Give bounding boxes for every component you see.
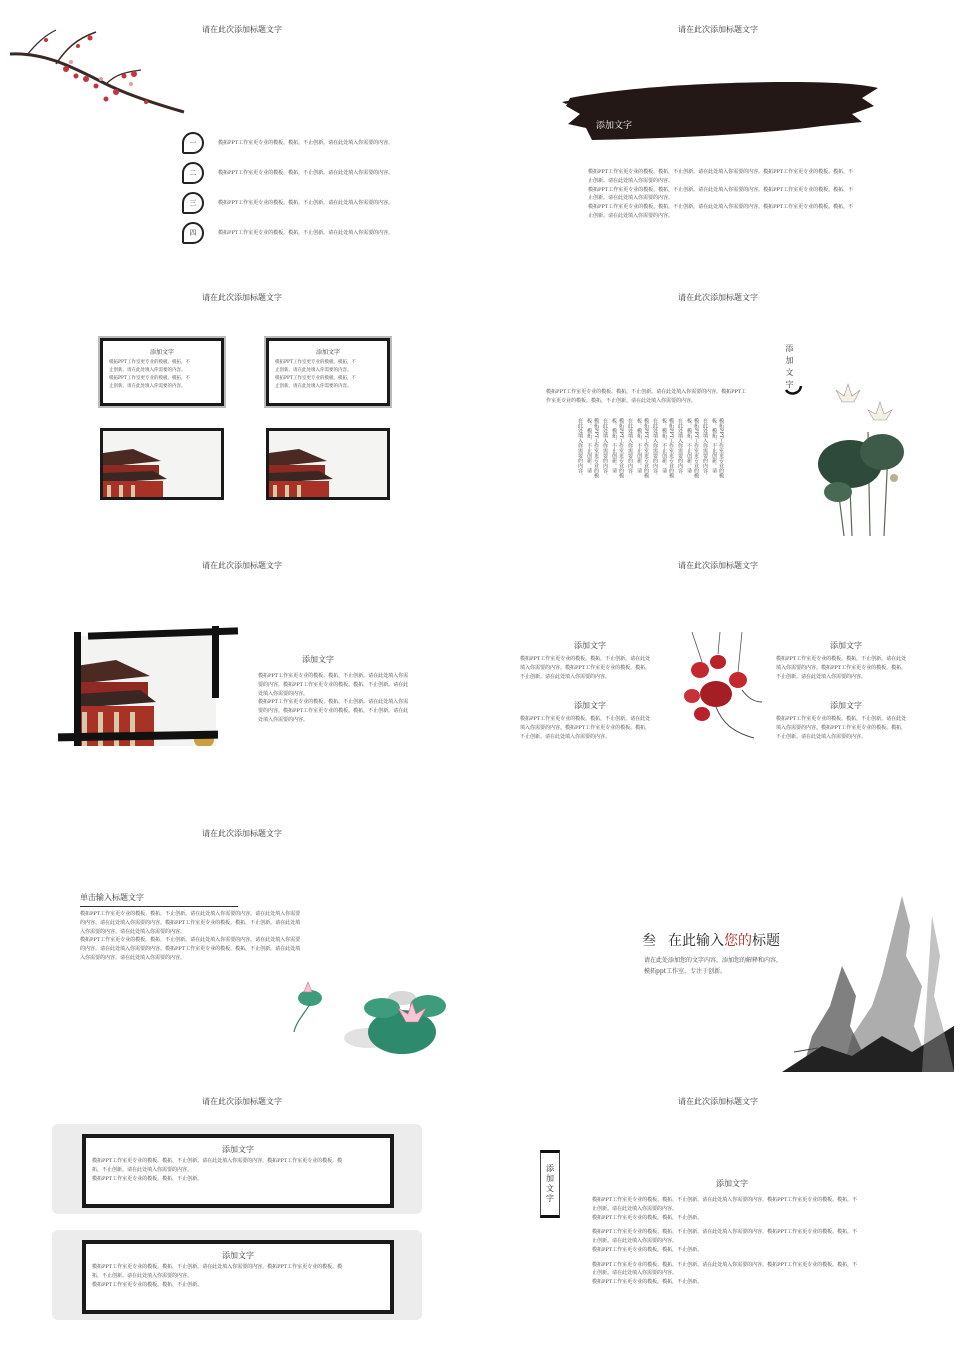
vertical-text-columns [576, 418, 724, 484]
box-line: 拓，不止创新。请在此处填入你需要的内容。 [92, 1166, 193, 1173]
slide-title: 请在此次添加标题文字 [202, 829, 282, 838]
slide-4[interactable] [482, 274, 954, 536]
block-line: 填入你需要的内容。模拓PPT工作室更专业的模板。模拓， [520, 724, 651, 731]
section-number: 叁 [642, 933, 656, 949]
vertical-title: 添加文字 [545, 1164, 555, 1204]
ink-stroke-left [74, 632, 81, 746]
para2-line: 止创新。请在此处填入你需要的内容。 [592, 1238, 678, 1244]
heading-underline [80, 906, 238, 907]
ink-circle-accent [782, 374, 804, 396]
slide-title: 请在此次添加标题文字 [202, 561, 282, 570]
vertical-column: 在此处填入你需要的内容。 [677, 418, 683, 478]
vertical-column: 模拓PPT工作室更专业的模板。模拓，不止创新。请 [686, 418, 699, 479]
para1-line: 模拓PPT工作室更专业的模板。模拓，不止创新。请在此处填入你需要的内容。模拓PPT工作室更专业的模板。模拓，不 [592, 1197, 858, 1203]
slide-title: 请在此次添加标题文字 [678, 561, 758, 570]
block-heading: 添加文字 [574, 701, 606, 710]
para1-line: 模拓PPT工作室更专业的模板。模拓，不止创新。 [592, 1214, 703, 1221]
frame-heading: 添加文字 [315, 349, 340, 356]
slide-title: 请在此次添加标题文字 [202, 1097, 282, 1106]
ink-frame-box-1 [82, 1134, 394, 1208]
vertical-column: 在此处填入你需要的内容。 [602, 418, 608, 478]
section-heading: 单击输入标题文字 [80, 893, 144, 902]
para3-line: 止创新。请在此处填入你需要的内容。 [592, 1270, 678, 1277]
block-heading: 添加文字 [574, 641, 606, 650]
para3-line: 模拓PPT工作室更专业的模板。模拓，不止创新。请在此处填入你需要的内容。模拓PPT工作室更专业的模板。模拓，不 [592, 1261, 858, 1268]
body-line: 模拓PPT工作室更专业的模板。模拓，不止创新。请在此处填入你需要的内容。请在此处填入你需要 [80, 911, 301, 917]
body-line: 要的内容。模拓PPT工作室更专业的模板。模拓，不止创新。请在此 [258, 681, 409, 688]
body-line: 的内容。请在此处填入你需要的内容。模拓PPT工作室更专业的模板。模拓，不止创新。请在此处填 [80, 919, 301, 926]
block-line: 不止创新。请在此处填入你需要的内容。 [776, 733, 867, 740]
block-line: 不止创新。请在此处填入你需要的内容。 [776, 673, 867, 680]
box-heading: 添加文字 [222, 1251, 254, 1260]
body-line: 处填入你需要的内容。 [258, 690, 309, 697]
section-heading: 添加文字 [716, 1179, 748, 1188]
body-line-4: 止创新。请在此处填入你需要的内容。 [588, 195, 674, 202]
body-line-5: 模拓PPT工作室更专业的模板。模拓，不止创新。请在此处填入你需要的内容。模拓PPT工作室更专业的模板。模拓，不 [588, 204, 854, 210]
box-line: 模拓PPT工作室更专业的模板。模拓，不止创新。 [92, 1175, 203, 1182]
slide-title: 请在此次添加标题文字 [202, 25, 282, 34]
body-line-1: 模拓PPT工作室更专业的模板。模拓，不止创新。请在此处填入你需要的内容。模拓PPT工作室更专业的模板。模拓，不 [588, 169, 854, 175]
vertical-heading: 添加文字 [785, 344, 794, 392]
text-frame-2 [266, 338, 390, 406]
slide-10[interactable] [482, 1078, 954, 1340]
title-part-2: 标题 [752, 933, 780, 949]
block-line: 不止创新。请在此处填入你需要的内容。 [520, 733, 611, 740]
frame-line: 模拓PPT工作室更专业的模板。模拓，不 [275, 360, 357, 365]
list-item-text-1: 模拓PPT工作室更专业的模板。模拓，不止创新。请在此处填入你需要的内容。 [218, 139, 394, 146]
vertical-column: 模拓PPT工作室更专业的模板。模拓，不止创新。请 [611, 418, 624, 479]
temple-roof-image [103, 431, 221, 497]
title-part-1: 在此输入 [668, 933, 724, 949]
lotus-painting-image [808, 382, 928, 536]
vertical-column: 模拓PPT工作室更专业的模板。模拓，不止创新。请 [636, 418, 649, 479]
block-line: 模拓PPT工作室更专业的模板。模拓，不止创新。请在此处 [776, 656, 907, 662]
vertical-column: 在此处填入你需要的内容。 [652, 418, 658, 478]
slide-3[interactable] [6, 274, 478, 536]
temple-roof-image [76, 636, 216, 746]
list-item-text-2: 模拓PPT工作室更专业的模板。模拓，不止创新。请在此处填入你需要的内容。 [218, 169, 394, 176]
frame-line: 模拓PPT工作室更专业的模板。模拓，不 [109, 360, 191, 365]
box-line: 模拓PPT工作室更专业的模板。模拓，不止创新。请在此处填入你需要的内容。模拓PPT工作室更专业的模板。模 [92, 1158, 343, 1164]
number-badge-3: 三 [182, 192, 204, 214]
temple-photo-frame-2 [266, 428, 390, 500]
number-badge-2: 二 [182, 162, 204, 184]
para2-line: 模拓PPT工作室更专业的模板。模拓，不止创新。 [592, 1246, 703, 1253]
slide-5[interactable] [6, 542, 478, 804]
slide-title: 请在此次添加标题文字 [202, 293, 282, 302]
vertical-column: 在此处填入你需要的内容。 [702, 418, 708, 478]
subtitle-line-2: 模拓ppt工作室，专注于创新。 [644, 967, 727, 975]
frame-line: 止创新。请在此处填入你需要的内容。 [109, 383, 186, 389]
red-lanterns-image [672, 632, 768, 742]
ink-brush-stroke-banner [562, 74, 882, 146]
intro-line-2: 作室更专业的模板。模拓，不止创新。请在此处填入你需要的内容。 [546, 397, 697, 404]
list-item-text-3: 模拓PPT工作室更专业的模板。模拓，不止创新。请在此处填入你需要的内容。 [218, 199, 394, 206]
subtitle-line-1: 请在此处添加您的文字内容，添加您的解释和内容， [644, 957, 783, 964]
temple-photo [76, 636, 216, 746]
block-line: 模拓PPT工作室更专业的模板。模拓，不止创新。请在此处 [520, 656, 651, 662]
ink-mountain-landscape-image [782, 876, 954, 1072]
block-line: 填入你需要的内容。模拓PPT工作室更专业的模板。模拓， [776, 664, 907, 671]
frame-line: 止创新。请在此处填入你需要的内容。 [275, 367, 352, 373]
frame-line: 模拓PPT工作室更专业的模板。模拓，不 [275, 375, 357, 381]
body-line-6: 止创新。请在此处填入你需要的内容。 [588, 212, 674, 219]
temple-photo-frame-1 [100, 428, 224, 500]
banner-heading: 添加文字 [596, 121, 633, 131]
body-line: 处填入你需要的内容。 [258, 716, 309, 723]
plum-blossom-branch-image [6, 24, 196, 114]
list-item-text-4: 模拓PPT工作室更专业的模板。模拓，不止创新。请在此处填入你需要的内容。 [218, 229, 394, 236]
vertical-column: 模拓PPT工作室更专业的模板。模拓，不止创新。请 [711, 418, 724, 479]
lotus-pond-image [282, 978, 452, 1072]
vertical-column: 在此处填入你需要的内容。 [627, 418, 633, 478]
title-accent: 您的 [724, 933, 752, 949]
frame-line: 模拓PPT工作室更专业的模板。模拓，不 [109, 375, 191, 381]
vertical-column: 模拓PPT工作室更专业的模板。模拓，不止创新。请 [661, 418, 674, 479]
body-line: 要的内容。模拓PPT工作室更专业的模板。模拓，不止创新。请在此 [258, 708, 409, 714]
block-line: 模拓PPT工作室更专业的模板。模拓，不止创新。请在此处 [776, 716, 907, 722]
body-line: 的内容。请在此处填入你需要的内容。模拓PPT工作室更专业的模板。模拓，不止创新。请在此处填 [80, 946, 301, 952]
number-badge-1: 一 [182, 132, 204, 154]
frame-line: 止创新。请在此处填入你需要的内容。 [275, 383, 352, 389]
block-line: 不止创新。请在此处填入你需要的内容。 [520, 673, 611, 680]
body-line: 入你需要的内容。请在此处填入你需要的内容。 [80, 954, 186, 961]
number-badge-4: 四 [182, 222, 204, 244]
body-line: 模拓PPT工作室更专业的模板。模拓，不止创新。请在此处填入你需要的内容。请在此处填入你需要 [80, 937, 301, 944]
frame-line: 止创新。请在此处填入你需要的内容。 [109, 367, 186, 373]
body-line: 入你需要的内容。请在此处填入你需要的内容。 [80, 928, 186, 935]
ink-stroke-right [212, 626, 219, 698]
slide-9[interactable] [6, 1078, 478, 1340]
box-line: 模拓PPT工作室更专业的模板。模拓，不止创新。 [92, 1281, 203, 1288]
body-line-3: 模拓PPT工作室更专业的模板。模拓，不止创新。请在此处填入你需要的内容。模拓PPT工作室更专业的模板。模拓，不 [588, 186, 854, 193]
text-frame-1 [100, 338, 224, 406]
slide-2[interactable] [482, 6, 954, 268]
block-line: 填入你需要的内容。模拓PPT工作室更专业的模板。模拓， [776, 724, 907, 731]
box-line: 拓，不止创新。请在此处填入你需要的内容。 [92, 1272, 193, 1279]
block-heading: 添加文字 [830, 701, 862, 710]
para2-line: 模拓PPT工作室更专业的模板。模拓，不止创新。请在此处填入你需要的内容。模拓PPT工作室更专业的模板。模拓，不 [592, 1229, 858, 1236]
frame-heading: 添加文字 [149, 349, 174, 356]
vertical-column: 在此处填入你需要的内容。 [577, 418, 583, 478]
para1-line: 止创新。请在此处填入你需要的内容。 [592, 1205, 678, 1212]
block-line: 模拓PPT工作室更专业的模板。模拓，不止创新。请在此处 [520, 716, 651, 722]
slide-title: 请在此次添加标题文字 [678, 1097, 758, 1106]
vertical-column: 模拓PPT工作室更专业的模板。模拓，不止创新。请 [586, 418, 599, 479]
slide-6[interactable] [482, 542, 954, 804]
body-line-2: 止创新。请在此处填入你需要的内容。 [588, 177, 674, 184]
slide-title: 请在此次添加标题文字 [678, 25, 758, 34]
slide-8[interactable] [482, 810, 954, 1072]
slide-7[interactable] [6, 810, 478, 1072]
para3-line: 模拓PPT工作室更专业的模板。模拓，不止创新。 [592, 1279, 703, 1285]
body-line: 模拓PPT工作室更专业的模板。模拓，不止创新。请在此处填入你需 [258, 699, 409, 706]
slide-1[interactable] [6, 6, 478, 268]
box-heading: 添加文字 [222, 1145, 254, 1154]
ink-frame-box-2 [82, 1240, 394, 1314]
intro-line-1: 模拓PPT工作室更专业的模板。模拓，不止创新。请在此处填入你需要的内容。模拓PPT工 [546, 389, 747, 395]
slide-title: 请在此次添加标题文字 [678, 293, 758, 302]
body-line: 模拓PPT工作室更专业的模板。模拓，不止创新。请在此处填入你需 [258, 673, 409, 679]
block-heading: 添加文字 [830, 641, 862, 650]
box-line: 模拓PPT工作室更专业的模板。模拓，不止创新。请在此处填入你需要的内容。模拓PPT工作室更专业的模板。模 [92, 1264, 343, 1270]
section-heading: 添加文字 [302, 655, 334, 664]
block-line: 填入你需要的内容。模拓PPT工作室更专业的模板。模拓， [520, 664, 651, 671]
temple-roof-image [269, 431, 387, 497]
